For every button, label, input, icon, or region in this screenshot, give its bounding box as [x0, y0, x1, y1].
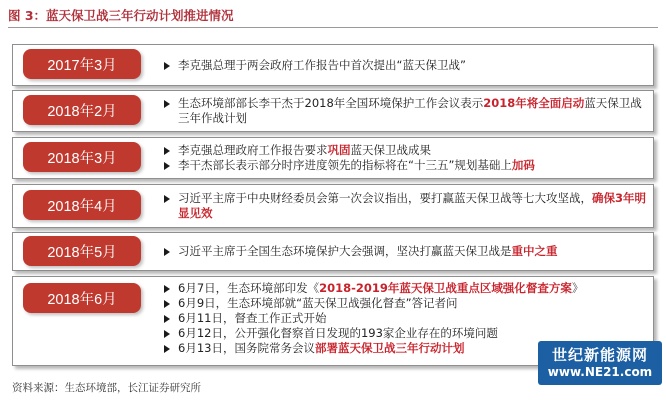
bullet-icon: [164, 100, 170, 108]
event-item: [163, 311, 647, 326]
event-text: 蓝天保卫战成果: [350, 143, 431, 157]
watermark-url: www.NE21.com: [547, 365, 653, 379]
event-item: [163, 296, 647, 311]
event-item: [163, 58, 647, 73]
figure-title: 图 3：蓝天保卫战三年行动计划推进情况: [8, 8, 234, 23]
source-note: 资料来源：生态环境部，长江证券研究所: [12, 382, 201, 394]
event-text: 6月11日，督查工作正式开始: [178, 311, 327, 325]
date-badge: 2018年2月: [23, 95, 141, 125]
event-list: [163, 191, 647, 221]
event-item: [163, 158, 647, 173]
event-text: 6月12日，公开强化督察首日发现的193家企业存在的环境问题: [178, 326, 498, 340]
event-list: [163, 96, 647, 126]
event-item: [163, 326, 647, 341]
event-highlight: 重中之重: [511, 244, 558, 258]
event-highlight: 确保3年明显见效: [178, 191, 647, 220]
event-text: 李干杰部长表示部分时序进度领先的指标将在“十三五”规划基础上: [178, 158, 512, 172]
date-badge: 2018年6月: [23, 283, 141, 313]
watermark-name: 世纪新能源网: [551, 346, 648, 364]
event-text: 蓝天保卫战三年作战计划: [178, 96, 642, 125]
event-item: [163, 281, 647, 296]
date-badge: 2018年4月: [23, 190, 141, 220]
timeline-row: [12, 44, 654, 86]
bullet-icon: [164, 162, 170, 170]
timeline-row: [12, 90, 654, 132]
date-badge: 2018年3月: [23, 142, 141, 172]
event-item: [163, 143, 647, 158]
bullet-icon: [164, 195, 170, 203]
event-highlight: 2018-2019年蓝天保卫战重点区域强化督查方案: [319, 281, 572, 295]
event-item: [163, 244, 647, 259]
date-badge: 2018年5月: [23, 236, 141, 266]
event-item: [163, 96, 647, 126]
bullet-icon: [164, 345, 170, 353]
event-text: 6月13日，国务院常务会议: [178, 341, 315, 355]
bullet-icon: [164, 147, 170, 155]
event-list: [163, 143, 647, 173]
event-text: 》: [571, 281, 584, 295]
bullet-icon: [164, 248, 170, 256]
bullet-icon: [164, 300, 170, 308]
event-text: 6月9日，生态环境部就“蓝天保卫战强化督查”答记者问: [178, 296, 458, 310]
event-text: 李克强总理于两会政府工作报告中首次提出“蓝天保卫战”: [178, 58, 466, 72]
event-text: 李克强总理政府工作报告要求: [178, 143, 328, 157]
timeline-row: [12, 137, 654, 179]
bullet-icon: [164, 330, 170, 338]
bullet-icon: [164, 62, 170, 70]
event-list: [163, 58, 647, 73]
event-text: 习近平主席于全国生态环境保护大会强调，坚决打赢蓝天保卫战是: [178, 244, 512, 258]
timeline-row: [12, 184, 654, 228]
event-list: [163, 244, 647, 259]
title-divider: [8, 27, 658, 28]
event-highlight: 2018年将全面启动: [483, 96, 585, 110]
event-text: 习近平主席于中央财经委员会第一次会议指出，要打赢蓝天保卫战等七大攻坚战，: [178, 191, 592, 205]
event-text: 6月7日，生态环境部印发《: [178, 281, 320, 295]
bullet-icon: [164, 315, 170, 323]
watermark-logo: [538, 341, 662, 385]
date-badge: 2017年3月: [23, 49, 141, 79]
bullet-icon: [164, 285, 170, 293]
event-highlight: 部署蓝天保卫战三年行动计划: [314, 341, 465, 355]
event-item: [163, 191, 647, 221]
event-highlight: 巩固: [327, 143, 351, 157]
timeline-row: [12, 232, 654, 271]
event-text: 生态环境部部长李干杰于2018年全国环境保护工作会议表示: [178, 96, 484, 110]
event-highlight: 加码: [511, 158, 535, 172]
